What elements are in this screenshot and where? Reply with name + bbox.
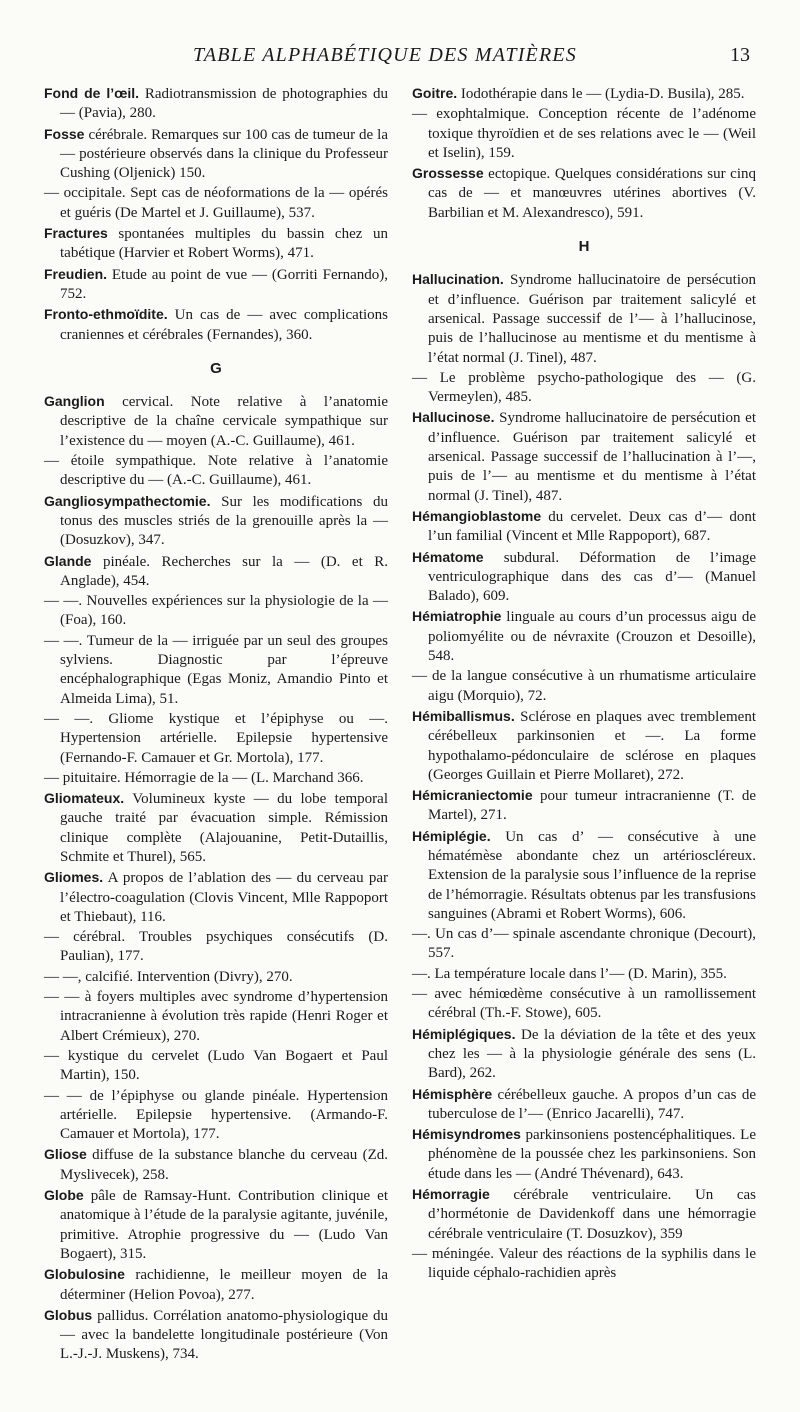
index-text: spontanées multiples du bassin chez un tabétique (Harvier et Robert Worms), 471. xyxy=(60,226,388,262)
index-text: Sclérose en plaques avec tremblement cérébelleux parkinsonien et —. La forme hypothalamo-pédonculaire de sclérose en plaques (Georges Guillain et Pierre Mollaret), 272. xyxy=(428,708,756,783)
index-entry xyxy=(412,925,756,964)
index-entry xyxy=(44,1186,388,1264)
index-entry xyxy=(412,105,756,163)
index-term: Hémorragie xyxy=(412,1186,490,1203)
index-entry xyxy=(412,1085,756,1125)
index-entry xyxy=(44,452,388,491)
index-entry xyxy=(44,868,388,927)
index-entry xyxy=(44,789,388,867)
index-text: diffuse de la substance blanche du cerveau (Zd. Myslivecek), 258. xyxy=(60,1147,388,1183)
index-text: Etude au point de vue — (Gorriti Fernando), 752. xyxy=(60,266,388,302)
index-entry xyxy=(412,270,756,367)
index-text: parkinsoniens postencéphalitiques. Le phénomène de la poussée chez les parkinsoniens. Son étude dans les — (André Thévenard), 643. xyxy=(428,1127,756,1182)
index-entry xyxy=(412,408,756,505)
index-entry xyxy=(44,632,388,709)
index-text: — — à foyers multiples avec syndrome d’hypertension intracranienne à évolution très rapide (Henri Roger et Albert Crémieux), 270. xyxy=(44,989,388,1044)
index-entry xyxy=(44,592,388,631)
page-number: 13 xyxy=(730,44,750,66)
index-entry xyxy=(412,707,756,785)
index-entry xyxy=(44,710,388,768)
index-term: Grossesse xyxy=(412,165,484,182)
index-entry xyxy=(412,507,756,547)
index-term: Hallucination. xyxy=(412,271,504,288)
index-entry xyxy=(44,968,388,987)
running-title: TABLE ALPHABÉTIQUE DES MATIÈRES xyxy=(192,44,578,66)
index-text: Syndrome hallucinatoire de persécution et d’influence. Guérison par traitement salicylé et arsenical. Passage successif de l’— à l’hallucinose, puis de l’hallucinose au mentisme et du mentisme à l’état normal (J. Tinel), 487. xyxy=(428,272,756,366)
index-text: —. Un cas d’— spinale ascendante chronique (Decourt), 557. xyxy=(412,926,756,962)
index-term: Globulosine xyxy=(44,1266,125,1283)
index-entry xyxy=(44,1145,388,1185)
index-entry xyxy=(44,265,388,305)
index-text: — — de l’épiphyse ou glande pinéale. Hypertension artérielle. Epilepsie hypertensive. (Armando-F. Camauer et Mortola), 177. xyxy=(44,1087,388,1143)
index-text: ectopique. Quelques considérations sur cinq cas de — et manœuvres utérines abortives (V. Barbilian et M. Alexandresco), 591. xyxy=(428,166,756,221)
index-entry xyxy=(44,988,388,1046)
index-text: — occipitale. Sept cas de néoformations de la — opérés et guéris (De Martel et J. Guillaume), 537. xyxy=(44,185,388,221)
index-term: Hémicraniectomie xyxy=(412,787,533,804)
index-term: Fronto-ethmoïdite. xyxy=(44,306,168,323)
index-text: — —. Tumeur de la — irriguée par un seul des groupes sylviens. Diagnostic par l’épreuve encéphalographique (Egas Moniz, Amandio Pinto et Almeida Lima), 51. xyxy=(44,632,388,707)
index-entry xyxy=(412,786,756,826)
index-term: Fosse xyxy=(44,125,85,142)
index-entry xyxy=(44,1265,388,1305)
index-text: pinéale. Recherches sur la — (D. et R. Anglade), 454. xyxy=(60,553,388,589)
section-letter-h: H xyxy=(578,238,590,256)
index-text: —. La température locale dans l’— (D. Marin), 355. xyxy=(412,965,727,982)
index-text: pallidus. Corrélation anatomo-physiologique du — avec la bandelette longitudinale postérieure (Von L.-J.-J. Muskens), 734. xyxy=(60,1307,388,1363)
index-text: — kystique du cervelet (Ludo Van Bogaert et Paul Martin), 150. xyxy=(44,1047,388,1084)
index-entry xyxy=(412,985,756,1024)
index-entry xyxy=(44,392,388,451)
index-entry xyxy=(412,84,756,104)
index-term: Glande xyxy=(44,552,92,569)
index-text: Un cas de — avec complications craniennes et cérébrales (Fernandes), 360. xyxy=(60,307,388,343)
index-entry xyxy=(44,125,388,184)
index-column-left xyxy=(44,84,388,1366)
index-term: Gliose xyxy=(44,1146,87,1163)
index-entry xyxy=(44,492,388,551)
index-text: Radiotransmission de photographies du — (Pavia), 280. xyxy=(60,86,388,122)
index-text: rachidienne, le meilleur moyen de la déterminer (Helion Povoa), 277. xyxy=(60,1267,388,1303)
index-text: Syndrome hallucinatoire de persécution et d’influence. Guérison par traitement salicylé et arsenical. Passage successif de l’hallucination à l’—, puis de l’— au mentisme et du mentisme à l’état normal (J. Tinel), 487. xyxy=(428,410,756,504)
index-entry xyxy=(412,164,756,223)
index-text: pour tumeur intracranienne (T. de Martel), 271. xyxy=(428,788,756,824)
index-term: Hallucinose. xyxy=(412,409,495,426)
index-text: cérébrale ventriculaire. Un cas d’hormétonie de Davidenkoff dans une hémorragie cérébrale ventriculaire (T. Dosuzkov), 359 xyxy=(428,1187,756,1242)
index-entry xyxy=(44,1087,388,1145)
index-text: — étoile sympathique. Note relative à l’anatomie descriptive du — (A.-C. Guillaume), 461. xyxy=(44,453,388,489)
index-text: — —. Gliome kystique et l’épiphyse ou —. Hypertension artérielle. Epilepsie hypertensive (Fernando-F. Camauer et Gr. Mortola), 177. xyxy=(44,710,388,766)
index-term: Freudien. xyxy=(44,265,108,282)
index-entry xyxy=(44,224,388,264)
index-text: Sur les modifications du tonus des muscles striés de la grenouille après la — (Dosuzkov), 347. xyxy=(60,493,388,549)
index-term: Fond de l’œil. xyxy=(44,85,140,101)
index-entry xyxy=(44,84,388,124)
index-term: Gliomateux. xyxy=(44,790,125,807)
index-text: — —, calcifié. Intervention (Divry), 270. xyxy=(44,968,293,985)
index-entry xyxy=(44,552,388,592)
index-term: Hémisyndromes xyxy=(412,1126,521,1143)
index-term: Hémisphère xyxy=(412,1085,493,1102)
index-text: Volumineux kyste — du lobe temporal gauche traité par évacuation simple. Rémission clinique complète (Alajouanine, Petit-Dutaillis, Schmite et Thurel), 565. xyxy=(60,791,388,865)
index-column-right xyxy=(412,84,756,1285)
index-text: — avec hémiœdème consécutive à un ramollissement cérébral (Th.-F. Stowe), 605. xyxy=(412,986,756,1022)
index-text: subdural. Déformation de l’image ventriculographique dans des cas d’— (Manuel Balado), 609. xyxy=(428,549,756,605)
index-text: — exophtalmique. Conception récente de l’adénome toxique thyroïdien et de ses relations avec le — (Weil et Iselin), 159. xyxy=(412,106,756,161)
index-entry xyxy=(412,607,756,666)
index-text: — méningée. Valeur des réactions de la syphilis dans le liquide céphalo-rachidien après xyxy=(412,1245,756,1282)
index-text: Iodothérapie dans le — (Lydia-D. Busila), 285. xyxy=(457,86,745,102)
page-header xyxy=(150,44,750,74)
index-entry xyxy=(412,1125,756,1184)
index-text: du cervelet. Deux cas d’— dont l’un familial (Vincent et Mlle Rappoport), 687. xyxy=(428,508,756,545)
index-text: cervical. Note relative à l’anatomie descriptive de la chaîne cervicale sympathique sur l’existence du — moyen (A.-C. Guillaume), 461. xyxy=(60,394,388,449)
index-term: Gliomes. xyxy=(44,869,104,886)
index-term: Globus xyxy=(44,1306,93,1323)
index-text: De la déviation de la tête et des yeux chez les — à la physiologie générale des sens (L. Bard), 262. xyxy=(428,1026,756,1082)
index-entry xyxy=(412,1025,756,1084)
index-text: pâle de Ramsay-Hunt. Contribution clinique et anatomique à l’étude de la paralysie agitante, juvénile, primitive. Atrophie progressive du — (Ludo Van Bogaert), 315. xyxy=(60,1188,388,1262)
index-text: linguale au cours d’un processus aigu de poliomyélite ou de névraxite (Crouzon et Desoille), 548. xyxy=(428,609,756,665)
index-entry xyxy=(44,769,388,788)
index-entry xyxy=(412,827,756,924)
index-entry xyxy=(44,928,388,967)
index-entry xyxy=(44,1306,388,1365)
index-term: Hémiplégie. xyxy=(412,827,491,844)
index-term: Goitre. xyxy=(412,85,458,101)
section-letter-g: G xyxy=(210,359,222,377)
index-term: Gangliosympathectomie. xyxy=(44,492,211,509)
index-entry xyxy=(412,667,756,706)
index-text: — Le problème psycho-pathologique des — (G. Vermeylen), 485. xyxy=(412,369,756,406)
index-text: — —. Nouvelles expériences sur la physiologie de la — (Foa), 160. xyxy=(44,593,388,629)
index-term: Hémiplégiques. xyxy=(412,1025,516,1042)
index-text: — cérébral. Troubles psychiques consécutifs (D. Paulian), 177. xyxy=(44,929,388,965)
index-term: Ganglion xyxy=(44,393,105,410)
index-text: cérébelleux gauche. A propos d’un cas de tuberculose de l’— (Enrico Jacarelli), 747. xyxy=(428,1086,756,1122)
index-term: Fractures xyxy=(44,225,108,242)
index-entry xyxy=(412,1245,756,1284)
index-entry xyxy=(412,965,756,984)
index-text: A propos de l’ablation des — du cerveau par l’électro-coagulation (Clovis Vincent, Mlle Rappoport et Thiebaut), 116. xyxy=(60,870,388,925)
index-term: Globe xyxy=(44,1187,84,1204)
index-term: Hématome xyxy=(412,548,484,565)
index-entry xyxy=(412,548,756,607)
index-term: Hémiatrophie xyxy=(412,608,502,625)
index-entry xyxy=(44,305,388,345)
index-text: — pituitaire. Hémorragie de la — (L. Marchand 366. xyxy=(44,769,364,786)
index-entry xyxy=(44,1047,388,1086)
index-text: cérébrale. Remarques sur 100 cas de tumeur de la — postérieure observés dans la clinique du Professeur Cushing (Oljenick) 150. xyxy=(60,126,388,182)
index-entry xyxy=(412,369,756,408)
index-term: Hémiballismus. xyxy=(412,707,515,724)
index-entry xyxy=(412,1185,756,1244)
index-text: — de la langue consécutive à un rhumatisme articulaire aigu (Morquio), 72. xyxy=(412,668,756,704)
index-term: Hémangioblastome xyxy=(412,507,542,524)
index-text: Un cas d’ — consécutive à une hématémèse abondante chez un artérioscléreux. Extension de la paralysie sous l’influence de la reprise de l’hémorragie. Résultats obtenus par les transfusions sanguines (Abrami et Robert Worms), 606. xyxy=(428,828,756,922)
index-entry xyxy=(44,184,388,223)
